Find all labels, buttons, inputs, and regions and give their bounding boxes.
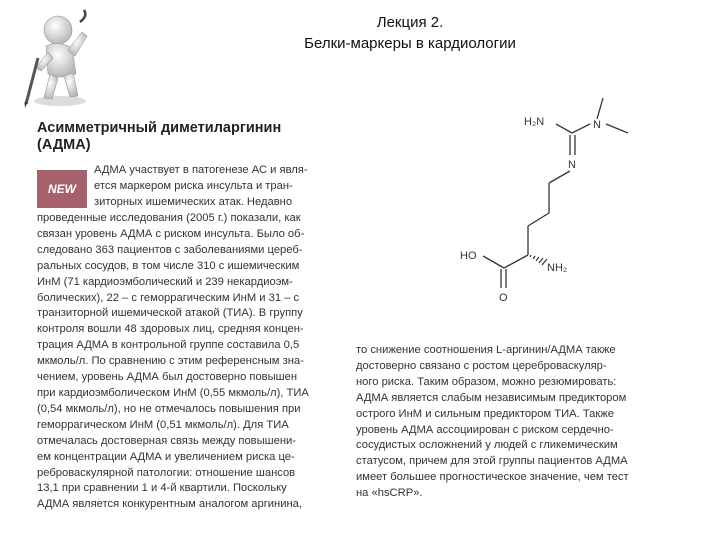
text-line: реброваскулярной патологии: отношение шансов (37, 466, 296, 479)
text-line: АДМА участвует в патогенезе АС и явля- (94, 164, 308, 176)
imine-nitrogen-label: N (568, 159, 576, 171)
text-line: проведенные исследования (2005 г.) показали, как (37, 212, 301, 224)
text-line: трация АДМА в контрольной группе составила 0,5 (37, 339, 300, 352)
alpha-amino-label: NH₂ (547, 262, 568, 274)
text-line: статусом, причем для этой группы пациентов АДМА (356, 455, 628, 468)
slide-header (220, 12, 600, 54)
text-line: зиторных ишемических атак. Недавно (94, 195, 293, 208)
text-line: ем концентрации АДМА и увеличением риска це- (37, 450, 295, 463)
text-line: ется маркером риска инсульта и тран- (94, 179, 293, 192)
text-line: контроля вошли 48 здоровых лиц, средняя концен- (37, 323, 304, 336)
text-line: при кардиоэмболическом ИнМ (0,55 мкмоль/л), ТИА (37, 386, 309, 399)
article-title-line: (АДМА) (37, 137, 91, 153)
text-line: ного риска. Таким образом, можно резюмировать: (356, 375, 617, 388)
hydroxyl-label: HO (460, 250, 477, 262)
article-text-wrap (94, 163, 346, 211)
text-line: следовано 363 пациентов с заболеваниями цереб- (37, 243, 303, 256)
dimethylamino-nitrogen-label: N (593, 119, 601, 131)
text-line: острого ИнМ и сильным предиктором ТИА. Также (356, 407, 614, 420)
text-line: (0,54 мкмоль/л), но не отмечалось повышения при (37, 402, 301, 415)
text-line: транзиторной ишемической атакой (ТИА). В группу (37, 307, 303, 320)
text-line: АДМА является слабым независимым предиктором (356, 391, 627, 404)
article-text-left (37, 211, 346, 513)
text-line: ИнМ (71 кардиоэмболический и 239 некардиоэм- (37, 275, 293, 288)
lecture-title: Белки-маркеры в кардиологии (304, 35, 516, 52)
text-line: мкмоль/л. По сравнению с этим референсным зна- (37, 355, 304, 368)
text-line: связан уровень АДМА с риском инсульта. Было об- (37, 227, 305, 240)
adma-structural-formula (420, 95, 700, 310)
text-line: отмечалась достоверная связь между повышени- (37, 434, 297, 447)
carbonyl-oxygen-label: O (499, 292, 508, 304)
new-badge: NEW (37, 170, 87, 208)
text-line: то снижение соотношения L-аргинин/АДМА также (356, 344, 616, 356)
text-line: геморрагическом ИнМ (0,51 мкмоль/л). Для ТИА (37, 418, 289, 431)
text-line: сосудистых осложнений у людей с гликемическим (356, 439, 618, 452)
amino-group-label: H₂N (524, 116, 545, 128)
text-line: имеет большее прогностическое значение, чем тест (356, 471, 629, 484)
text-line: чением, уровень АДМА был достоверно повышен (37, 371, 298, 384)
text-line: достоверно связано с ростом цереброваскуляр- (356, 359, 607, 372)
figure-with-pencil-icon (18, 8, 100, 108)
text-line: болических), 22 – с геморрагическим ИнМ и 31 – с (37, 291, 300, 304)
text-line: АДМА является конкурентным аналогом аргинина, (37, 498, 302, 511)
article-text-right (356, 343, 691, 502)
article-title (37, 120, 337, 154)
article-title-line: Асимметричный диметиларгинин (37, 120, 282, 136)
text-line: 13,1 при сравнении 1 и 4-й квартили. Поскольку (37, 482, 287, 495)
text-line: ральных сосудов, в том числе 310 с ишемическим (37, 259, 300, 272)
lecture-number: Лекция 2. (376, 14, 444, 31)
text-line: уровень АДМА ассоциирован с риском сердечно- (356, 423, 614, 436)
text-line: на «hsCRP». (356, 487, 423, 500)
